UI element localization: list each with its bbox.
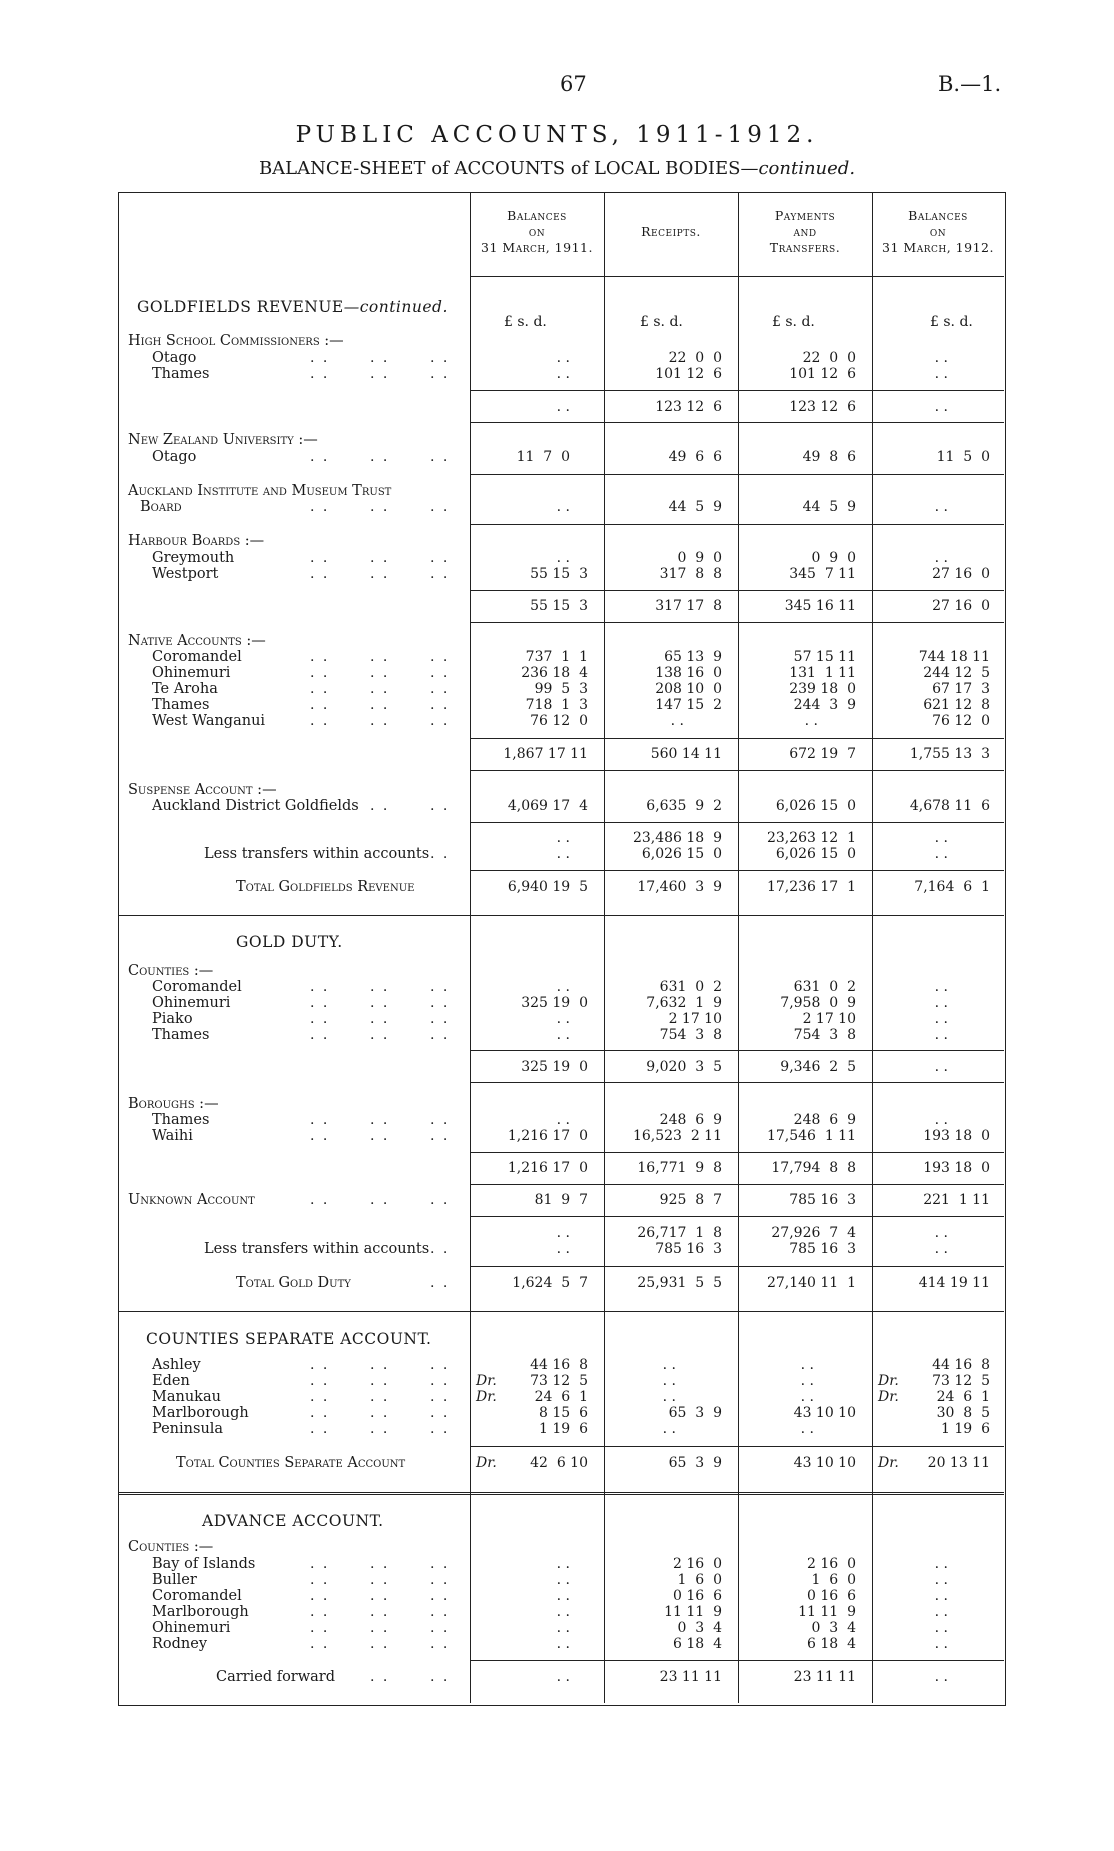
group-label: Harbour Boards :— bbox=[128, 533, 265, 549]
page-subtitle bbox=[0, 158, 1114, 179]
row-rule bbox=[470, 1216, 1004, 1217]
subtotal-rule bbox=[470, 422, 1004, 423]
section-rule bbox=[118, 915, 1004, 916]
subtitle-text: BALANCE-SHEET of ACCOUNTS of LOCAL BODIES bbox=[258, 158, 741, 179]
unit-header: £ s. d. bbox=[772, 314, 815, 330]
row-label: Greymouth bbox=[152, 550, 235, 566]
column-divider-1 bbox=[470, 193, 471, 1703]
group-label: Suspense Account :— bbox=[128, 782, 277, 798]
row-label: Otago bbox=[152, 350, 197, 366]
page-title: PUBLIC ACCOUNTS, 1911-1912. bbox=[295, 122, 819, 148]
group-label: Board bbox=[140, 499, 182, 515]
column-header-balances-1911: Balances on 31 March, 1911. bbox=[481, 208, 593, 255]
column-header-receipts: Receipts. bbox=[641, 224, 701, 239]
group-label: Native Accounts :— bbox=[128, 633, 266, 649]
section-title-goldfields: GOLDFIELDS REVENUE—continued. bbox=[137, 298, 448, 316]
group-label: New Zealand University :— bbox=[128, 432, 318, 448]
row-rule bbox=[470, 524, 1004, 525]
column-divider-3 bbox=[738, 193, 739, 1703]
section-title-advance: ADVANCE ACCOUNT. bbox=[202, 1512, 384, 1530]
unit-header: £ s. d. bbox=[930, 314, 973, 330]
subtotal-rule bbox=[470, 590, 1004, 591]
header-rule bbox=[470, 276, 1004, 277]
section-rule bbox=[118, 1492, 1004, 1495]
total-rule bbox=[470, 1660, 1004, 1661]
row-label: Westport bbox=[152, 566, 219, 582]
unit-header: £ s. d. bbox=[640, 314, 683, 330]
subtotal-rule bbox=[470, 1050, 1004, 1051]
group-label: Counties :— bbox=[128, 963, 214, 979]
total-rule bbox=[470, 1446, 1004, 1447]
group-label: Boroughs :— bbox=[128, 1096, 219, 1112]
subtotal-rule bbox=[470, 1184, 1004, 1185]
column-header-payments: Payments and Transfers. bbox=[769, 208, 841, 255]
row-label: Otago bbox=[152, 449, 197, 465]
unit-header: £ s. d. bbox=[504, 314, 547, 330]
row-label: Thames bbox=[152, 366, 210, 382]
total-rule bbox=[470, 1266, 1004, 1267]
subtitle-continued: —continued. bbox=[740, 158, 856, 179]
subtotal-rule bbox=[470, 738, 1004, 739]
column-divider-4 bbox=[872, 193, 873, 1703]
group-label: Counties :— bbox=[128, 1539, 214, 1555]
subtotal-rule bbox=[470, 390, 1004, 391]
subtotal-rule bbox=[470, 622, 1004, 623]
group-label: Auckland Institute and Museum Trust bbox=[128, 483, 392, 499]
page-number: 67 bbox=[560, 72, 587, 96]
column-header-balances-1912: Balances on 31 March, 1912. bbox=[882, 208, 994, 255]
row-rule bbox=[470, 474, 1004, 475]
section-rule bbox=[118, 1311, 1004, 1312]
total-rule bbox=[470, 870, 1004, 871]
subtotal-rule bbox=[470, 1082, 1004, 1083]
document-reference: B.—1. bbox=[938, 72, 1002, 96]
row-rule bbox=[470, 822, 1004, 823]
group-label: High School Commissioners :— bbox=[128, 333, 344, 349]
section-title-gold-duty: GOLD DUTY. bbox=[236, 933, 343, 951]
section-title-counties-separate: COUNTIES SEPARATE ACCOUNT. bbox=[146, 1330, 432, 1348]
subtotal-rule bbox=[470, 770, 1004, 771]
column-divider-2 bbox=[604, 193, 605, 1703]
subtotal-rule bbox=[470, 1152, 1004, 1153]
